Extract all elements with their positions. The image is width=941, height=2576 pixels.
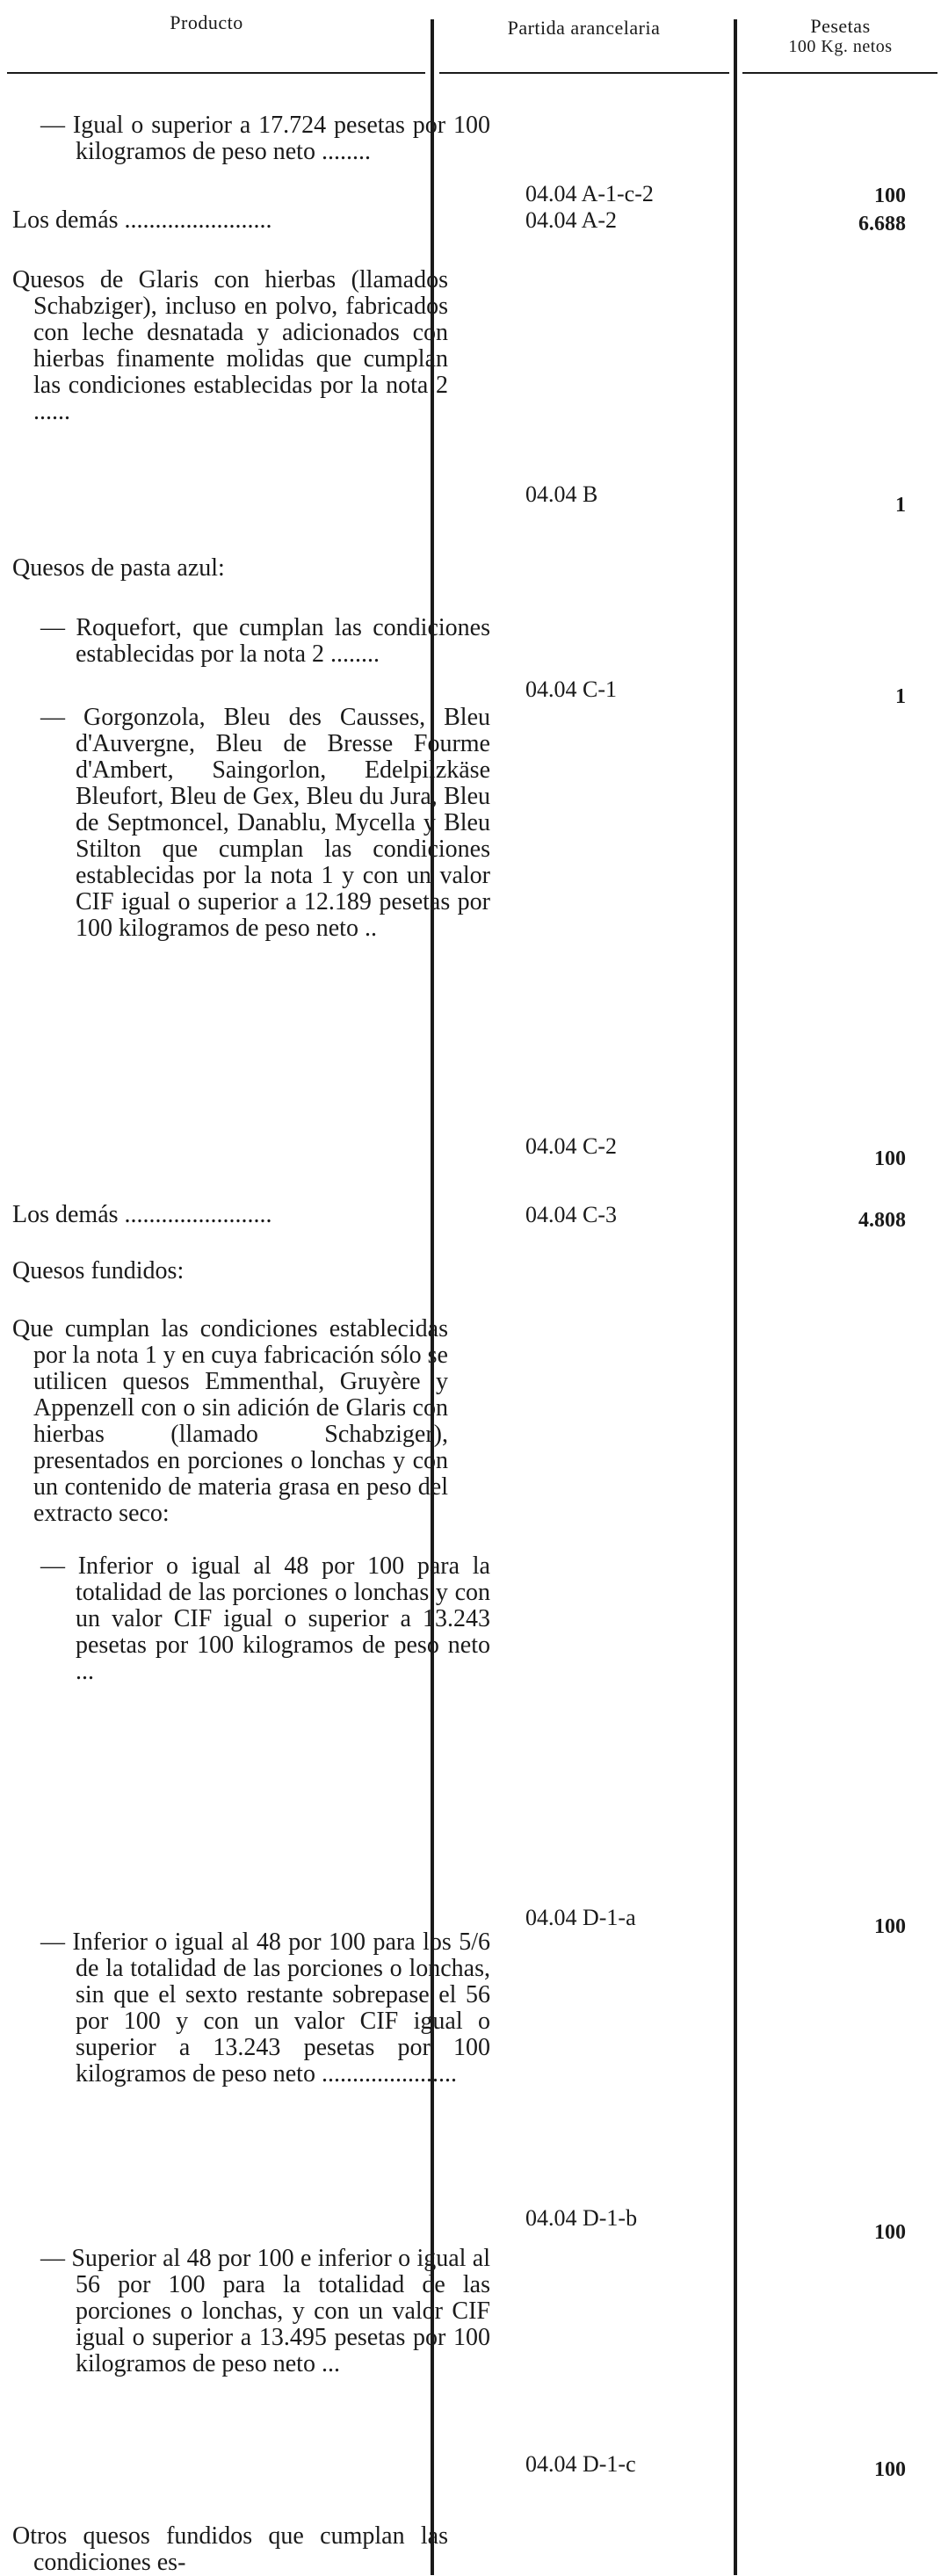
- rate-value: 1: [895, 685, 906, 708]
- product-description: Que cumplan las condiciones establecidas por la nota 1 y en cuya fabricación sólo se utilicen quesos Emmenthal, Gruyère y Appenzell con o sin adición de Glaris con hierbas (llamado Schabziger), presentados en porciones o lonchas y con un contenido de materia grasa en peso del extracto seco:: [12, 1315, 448, 1527]
- tariff-code: 04.04 D-1-c: [525, 2451, 636, 2477]
- product-description: — Superior al 48 por 100 e inferior o igual al 56 por 100 para la totalidad de las porciones o lonchas, y con un valor CIF igual o superior a 13.495 pesetas por 100 kilogramos de peso neto ...: [40, 2245, 490, 2377]
- rate-value: 4.808: [858, 1209, 906, 1232]
- header-pesetas: [740, 16, 941, 56]
- rate-value: 100: [874, 1147, 906, 1170]
- header-partida-arancelaria: Partida arancelaria: [507, 17, 661, 39]
- tariff-code: 04.04 D-1-a: [525, 1905, 636, 1930]
- product-description: — Inferior o igual al 48 por 100 para la totalidad de las porciones o lonchas y con un valor CIF igual o superior a 13.243 pesetas por 100 kilogramos de peso neto ...: [40, 1552, 490, 1685]
- product-description: Quesos de Glaris con hierbas (llamados Schabziger), incluso en polvo, fabricados con leche desnatada y adicionados con hierbas finamente molidas que cumplan las condiciones establecidas por la nota 2 ......: [12, 266, 448, 425]
- rate-value: 100: [874, 185, 906, 207]
- tariff-code: 04.04 C-2: [525, 1133, 617, 1159]
- product-description: — Igual o superior a 17.724 pesetas por 100 kilogramos de peso neto ........: [40, 112, 490, 165]
- product-description: — Roquefort, que cumplan las condiciones establecidas por la nota 2 ........: [40, 614, 490, 668]
- product-description: Otros quesos fundidos que cumplan las condiciones es-: [12, 2522, 448, 2576]
- section-heading: Quesos fundidos:: [12, 1257, 185, 1284]
- rate-value: 6.688: [858, 213, 906, 235]
- tariff-code: 04.04 A-2: [525, 207, 617, 233]
- product-description: — Gorgonzola, Bleu des Causses, Bleu d'Auvergne, Bleu de Bresse Fourme d'Ambert, Saingorlon, Edelpilzkäse Bleufort, Bleu de Gex, Bleu du Jura, Bleu de Septmoncel, Danablu, Mycella y Bleu Stilton que cumplan las condiciones establecidas por la nota 1 y con un valor CIF igual o superior a 12.189 pesetas por 100 kilogramos de peso neto ..: [40, 704, 490, 942]
- rate-value: 100: [874, 1915, 906, 1938]
- product-description: Los demás ........................: [12, 1201, 272, 1228]
- header-rule-pesetas: [742, 72, 937, 74]
- column-divider-right: [734, 19, 737, 2575]
- rate-value: 1: [895, 494, 906, 517]
- tariff-code: 04.04 A-1-c-2: [525, 181, 654, 206]
- tariff-code: 04.04 D-1-b: [525, 2205, 638, 2231]
- header-rule-partida: [439, 72, 729, 74]
- section-heading: Quesos de pasta azul:: [12, 554, 225, 582]
- header-pesetas-label: Pesetas: [810, 15, 871, 37]
- tariff-code: 04.04 B: [525, 481, 598, 507]
- tariff-code: 04.04 C-1: [525, 677, 617, 702]
- product-description: Los demás ........................: [12, 206, 272, 234]
- header-pesetas-unit: 100 Kg. netos: [788, 37, 893, 56]
- tariff-code: 04.04 C-3: [525, 1202, 617, 1227]
- rate-value: 100: [874, 2458, 906, 2481]
- header-rule-producto: [7, 72, 425, 74]
- header-producto: Producto: [170, 11, 243, 33]
- product-description: — Inferior o igual al 48 por 100 para los 5/6 de la totalidad de las porciones o lonchas, sin que el sexto restante sobrepase el 56 por 100 y con un valor CIF igual o superior a 13.243 pesetas por 100 kilogramos de peso neto ......................: [40, 1928, 490, 2088]
- rate-value: 100: [874, 2221, 906, 2244]
